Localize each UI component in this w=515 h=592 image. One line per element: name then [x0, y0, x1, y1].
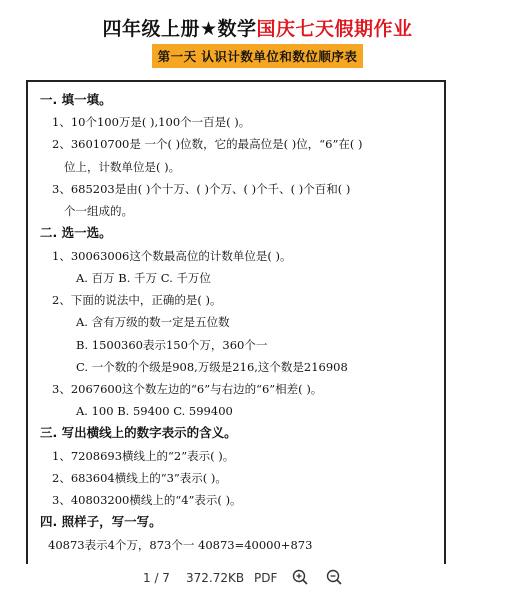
section-3-heading: 三. 写出横线上的数字表示的含义。 [40, 425, 237, 440]
zoom-in-button[interactable] [292, 569, 308, 585]
section-1-heading: 一. 填一填。 [40, 92, 112, 107]
question-text: 3、2067600这个数左边的“6”与右边的“6”相差( )。 [52, 382, 323, 396]
answer-option: A. 含有万级的数一定是五位数 [76, 315, 230, 329]
viewer-statusbar [0, 564, 515, 592]
page-indicator: 1 / 7 [143, 571, 170, 585]
question-text: 3、40803200横线上的“4”表示( )。 [52, 493, 242, 507]
answer-options: A. 百万 B. 千万 C. 千万位 [76, 271, 211, 285]
question-text: 位上，计数单位是( )。 [64, 160, 181, 174]
section-2-heading: 二. 选一选。 [40, 225, 112, 240]
question-text: 个一组成的。 [64, 204, 133, 218]
question-text: 2、下面的说法中，正确的是( )。 [52, 293, 222, 307]
question-text: 2、683604横线上的“3”表示( )。 [52, 471, 227, 485]
zoom-in-icon [292, 569, 308, 585]
file-size: 372.72KB [186, 571, 245, 585]
zoom-out-button[interactable] [326, 569, 342, 585]
file-type-badge: PDF [254, 571, 278, 585]
answer-option: C. 一个数的个级是908,万级是216,这个数是216908 [76, 360, 348, 374]
answer-option: B. 1500360表示150个万，360个一 [76, 338, 268, 352]
title-black-part: 四年级上册★数学 [102, 18, 257, 40]
zoom-out-icon [326, 569, 342, 585]
page-subtitle: 第一天 认识计数单位和数位顺序表 [152, 44, 364, 68]
answer-options: A. 100 B. 59400 C. 599400 [76, 404, 233, 418]
question-text: 1、30063006这个数最高位的计数单位是( )。 [52, 249, 292, 263]
question-text: 3、685203是由( )个十万、( )个万、( )个千、( )个百和( ) [52, 182, 351, 196]
section-4-heading: 四. 照样子，写一写。 [40, 514, 162, 529]
example-text: 40873表示4个万，873个一 40873=40000+873 [48, 538, 313, 552]
title-red-part: 国庆七天假期作业 [256, 18, 413, 40]
question-text: 1、7208693横线上的“2”表示( )。 [52, 449, 235, 463]
question-text: 1、10个100万是( ),100个一百是( )。 [52, 115, 251, 129]
page-title [0, 14, 515, 41]
question-text: 2、36010700是 一个( )位数，它的最高位是( )位，“6”在( ) [52, 137, 363, 151]
